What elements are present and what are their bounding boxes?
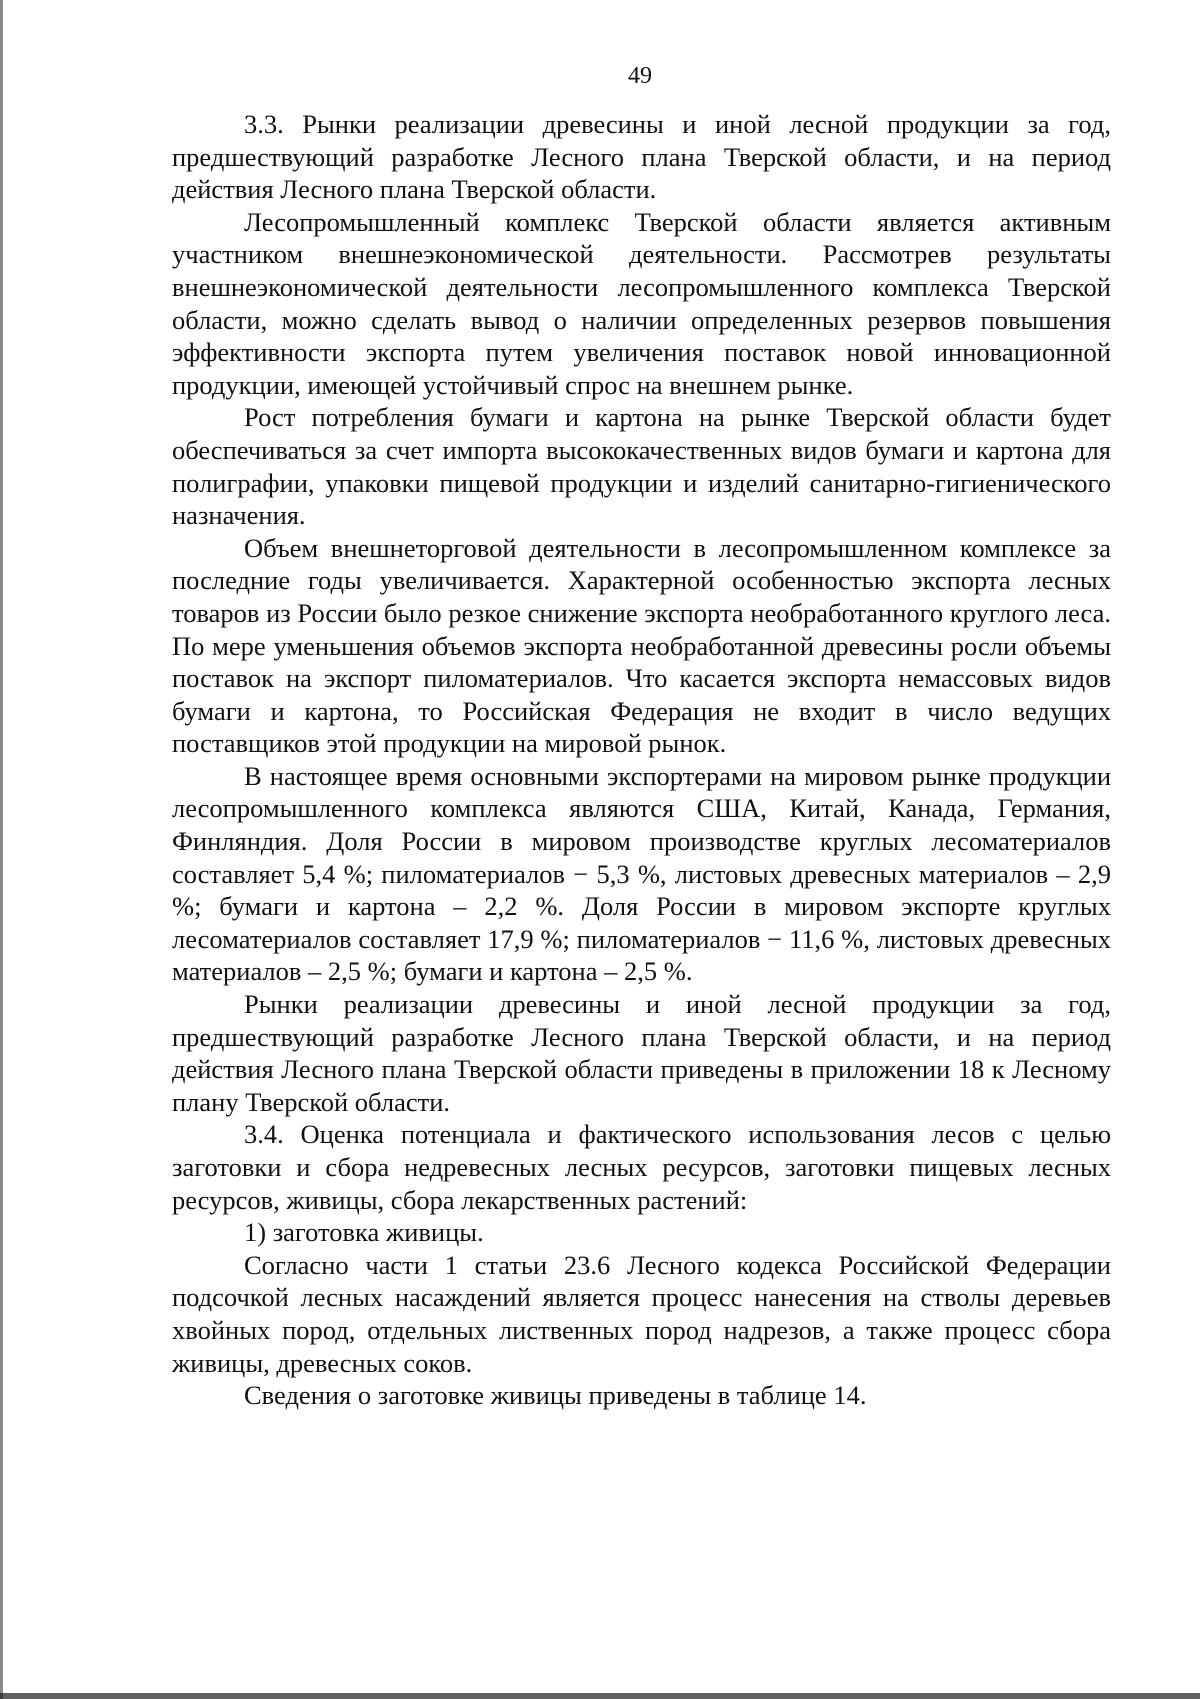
list-item-resin-harvesting: 1) заготовка живицы. — [244, 1217, 484, 1248]
paragraph-main-exporters: В настоящее время основными экспортерами на мировом рынке продукции лесопромышленного комплекса являются США, Китай, Канада, Германия, Финляндия. Доля России в мировом производстве круглых лесоматериалов составляет 5,4 %; пиломатериалов − 5,3 %, листовых древесных материалов – 2,9 %; бумаги и картона – 2,2 %. Доля России в мировом экспорте круглых лесоматериалов составляет 17,9 %; пиломатериалов − 11,6 %, листовых древесных материалов – 2,5 %; бумаги и картона – 2,5 %. — [172, 760, 1111, 987]
section-heading-3-4: 3.4. Оценка потенциала и фактического использования лесов с целью заготовки и сбора недревесных лесных ресурсов, заготовки пищевых лесных ресурсов, живицы, сбора лекарственных растений: — [172, 1119, 1111, 1215]
scan-edge-left — [0, 0, 3, 1699]
page-number: 49 — [628, 63, 652, 89]
paragraph-markets-appendix: Рынки реализации древесины и иной лесной продукции за год, предшествующий разработке Лесного плана Тверской области, и на период действия Лесного плана Тверской области приведены в приложении 18 к Лесному плану Тверской области. — [172, 989, 1111, 1117]
document-body — [172, 108, 1111, 1412]
scan-edge-bottom — [0, 1693, 1200, 1699]
paragraph-paper-consumption: Рост потребления бумаги и картона на рынке Тверской области будет обеспечиваться за счет импорта высококачественных видов бумаги и картона для полиграфии, упаковки пищевой продукции и изделий санитарно-гигиенического назначения. — [172, 402, 1111, 531]
paragraph-forest-industry-complex: Лесопромышленный комплекс Тверской области является активным участником внешнеэкономической деятельности. Рассмотрев результаты внешнеэкономической деятельности лесопромышленного комплекса Тверской области, можно сделать вывод о наличии определенных резервов повышения эффективности экспорта путем увеличения поставок новой инновационной продукции, имеющей устойчивый спрос на внешнем рынке. — [172, 206, 1111, 400]
paragraph-table-reference: Сведения о заготовке живицы приведены в таблице 14. — [244, 1380, 867, 1411]
paragraph-foreign-trade-volume: Объем внешнеторговой деятельности в лесопромышленном комплексе за последние годы увеличивается. Характерной особенностью экспорта лесных товаров из России было резкое снижение экспорта необработанного круглого леса. По мере уменьшения объемов экспорта необработанной древесины росли объемы поставок на экспорт пиломатериалов. Что касается экспорта немассовых видов бумаги и картона, то Российская Федерация не входит в число ведущих поставщиков этой продукции на мировой рынок. — [172, 532, 1111, 759]
section-heading-3-3: 3.3. Рынки реализации древесины и иной лесной продукции за год, предшествующий разработке Лесного плана Тверской области, и на период действия Лесного плана Тверской области. — [172, 109, 1111, 205]
paragraph-forest-code: Согласно части 1 статьи 23.6 Лесного кодекса Российской Федерации подсочкой лесных насаждений является процесс нанесения на стволы деревьев хвойных пород, отдельных лиственных пород надрезов, а также процесс сбора живицы, древесных соков. — [172, 1249, 1111, 1378]
